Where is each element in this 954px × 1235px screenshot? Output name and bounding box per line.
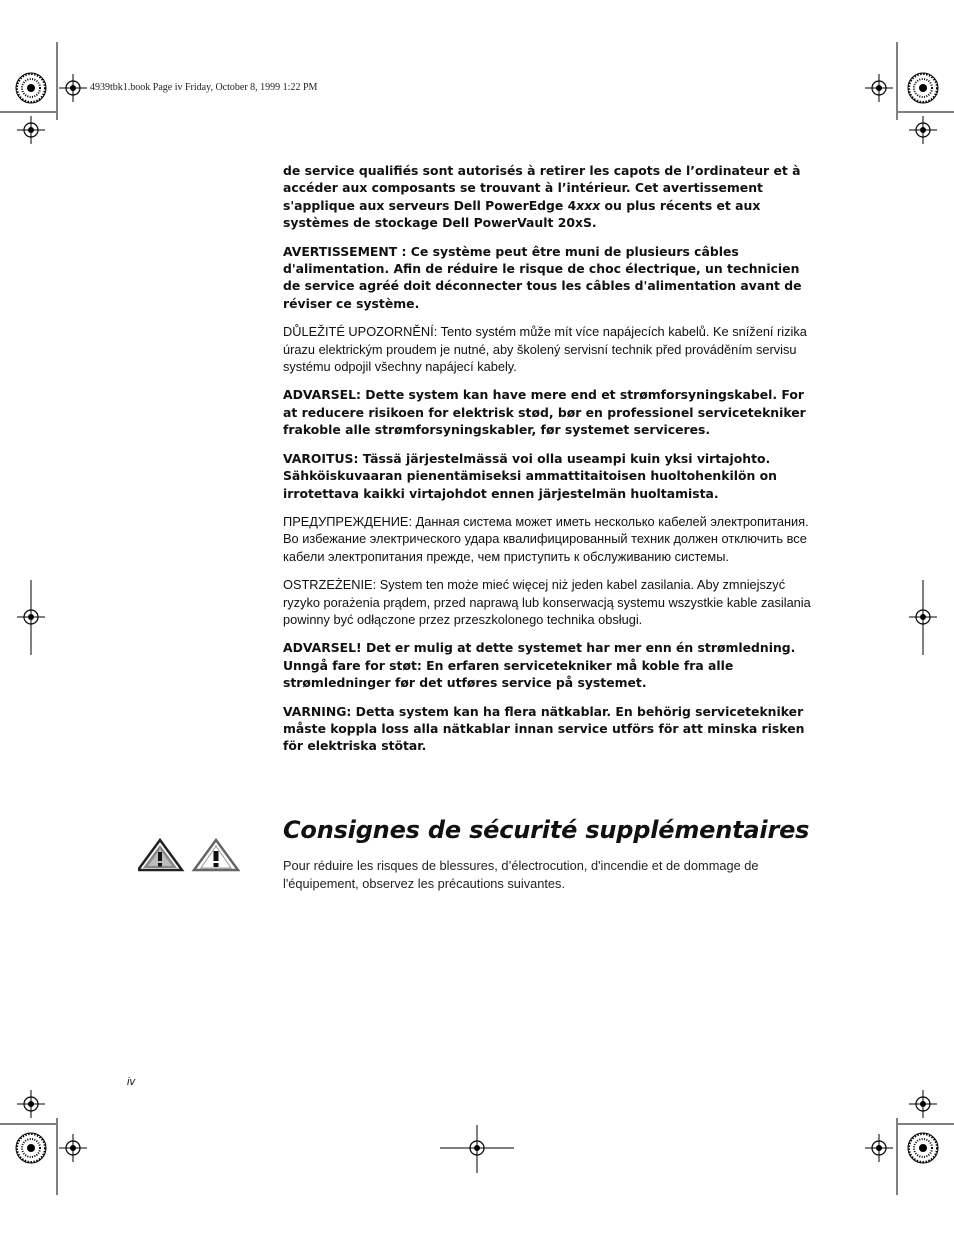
registration-crosshair-icon: [59, 1134, 87, 1162]
warning-paragraph: [283, 513, 817, 565]
warning-paragraph: [283, 243, 817, 313]
warning-icons-group: [138, 838, 240, 876]
registration-rosette-icon: [16, 73, 46, 103]
warning-text: ou plus récents et aux systèmes de stockage Dell PowerVault 20xS.: [283, 197, 761, 231]
warning-text: VARNING: Detta system kan ha flera nätkablar. En behörig servicetekniker måste koppla loss alla nätkablar innan service utförs för att minska risken för elektriska stötar.: [283, 703, 805, 754]
registration-crosshair-icon: [17, 116, 45, 144]
warning-text: xxx: [576, 197, 601, 213]
warning-paragraph: [283, 639, 817, 691]
registration-crosshair-icon: [865, 74, 893, 102]
registration-crosshair-icon: [909, 116, 937, 144]
registration-crosshair-icon: [909, 1090, 937, 1118]
warning-paragraph: [283, 162, 817, 232]
registration-rosette-icon: [16, 1133, 46, 1163]
warning-paragraph: [283, 450, 817, 502]
warning-triangle-icon: [194, 840, 238, 870]
warning-paragraph: [283, 703, 817, 755]
warning-text: AVERTISSEMENT : Ce système peut être muni de plusieurs câbles d'alimentation. Afin de réduire le risque de choc électrique, un technicien de service agréé doit déconnecter tous les câbles d'alimentation avant de réviser ce système.: [283, 243, 802, 311]
registration-crosshair-icon: [59, 74, 87, 102]
print-header-info: 4939tbk1.book Page iv Friday, October 8, 1999 1:22 PM: [90, 82, 318, 93]
warning-text: DŮLEŽITÉ UPOZORNĚNÍ: Tento systém může mít více napájecích kabelů. Ke snížení rizika úrazu elektrickým proudem je nutné, aby školený servisní technik před prováděním servisu systému odpojil všechny napájecí kabely.: [283, 324, 807, 375]
registration-crosshair-icon: [865, 1134, 893, 1162]
page-number: iv: [127, 1076, 135, 1088]
warning-text: de service qualifiés sont autorisés à retirer les capots de l’ordinateur et à accéder aux composants se trouvant à l’intérieur. Cet avertissement s'applique aux serveurs Dell PowerEdge 4: [283, 163, 801, 213]
warning-text: ADVARSEL: Dette system kan have mere end et strømforsyningskabel. For at reducere risikoen for elektrisk stød, bør en professionel servicetekniker frakoble alle strømforsyningskabler, før systemet serviceres.: [283, 387, 806, 438]
warning-triangle-icon: [138, 840, 182, 870]
warning-list: [283, 162, 817, 766]
warning-text: OSTRZEŻENIE: System ten może mieć więcej niż jeden kabel zasilania. Aby zmniejszyć ryzyko porażenia prądem, przed naprawą lub konserwacją systemu wszystkie kable zasilania powinny być odłączone przez przeszkolonego technika obsługi.: [283, 577, 811, 627]
warning-text: ADVARSEL! Det er mulig at dette systemet har mer enn én strømledning. Unngå fare for støt: En erfaren servicetekniker må koble fra alle strømledninger før det utføres service på systemet.: [283, 640, 796, 691]
warning-paragraph: [283, 576, 817, 628]
registration-crosshair-icon: [17, 1090, 45, 1118]
warning-text: ПРЕДУПРЕЖДЕНИЕ: Данная система может иметь несколько кабелей электропитания. Во избежание электрического удара квалифицированный техник должен отключить все кабели электропитания прежде, чем приступить к обслуживанию системы.: [283, 513, 809, 564]
registration-rosette-icon: [908, 73, 938, 103]
registration-rosette-icon: [908, 1133, 938, 1163]
section-intro: Pour réduire les risques de blessures, d’électrocution, d'incendie et de dommage de l'équipement, observez les précautions suivantes.: [283, 858, 759, 891]
warning-text: VAROITUS: Tässä järjestelmässä voi olla useampi kuin yksi virtajohto. Sähköiskuvaaran pienentämiseksi ammattitaitoisen huoltohenkilön on irrotettava kaikki virtajohdot ennen järjestelmän huoltamista.: [283, 450, 777, 501]
section-title: Consignes de sécurité supplémentaires: [283, 816, 810, 844]
warning-paragraph: [283, 323, 817, 375]
warning-paragraph: [283, 386, 817, 438]
